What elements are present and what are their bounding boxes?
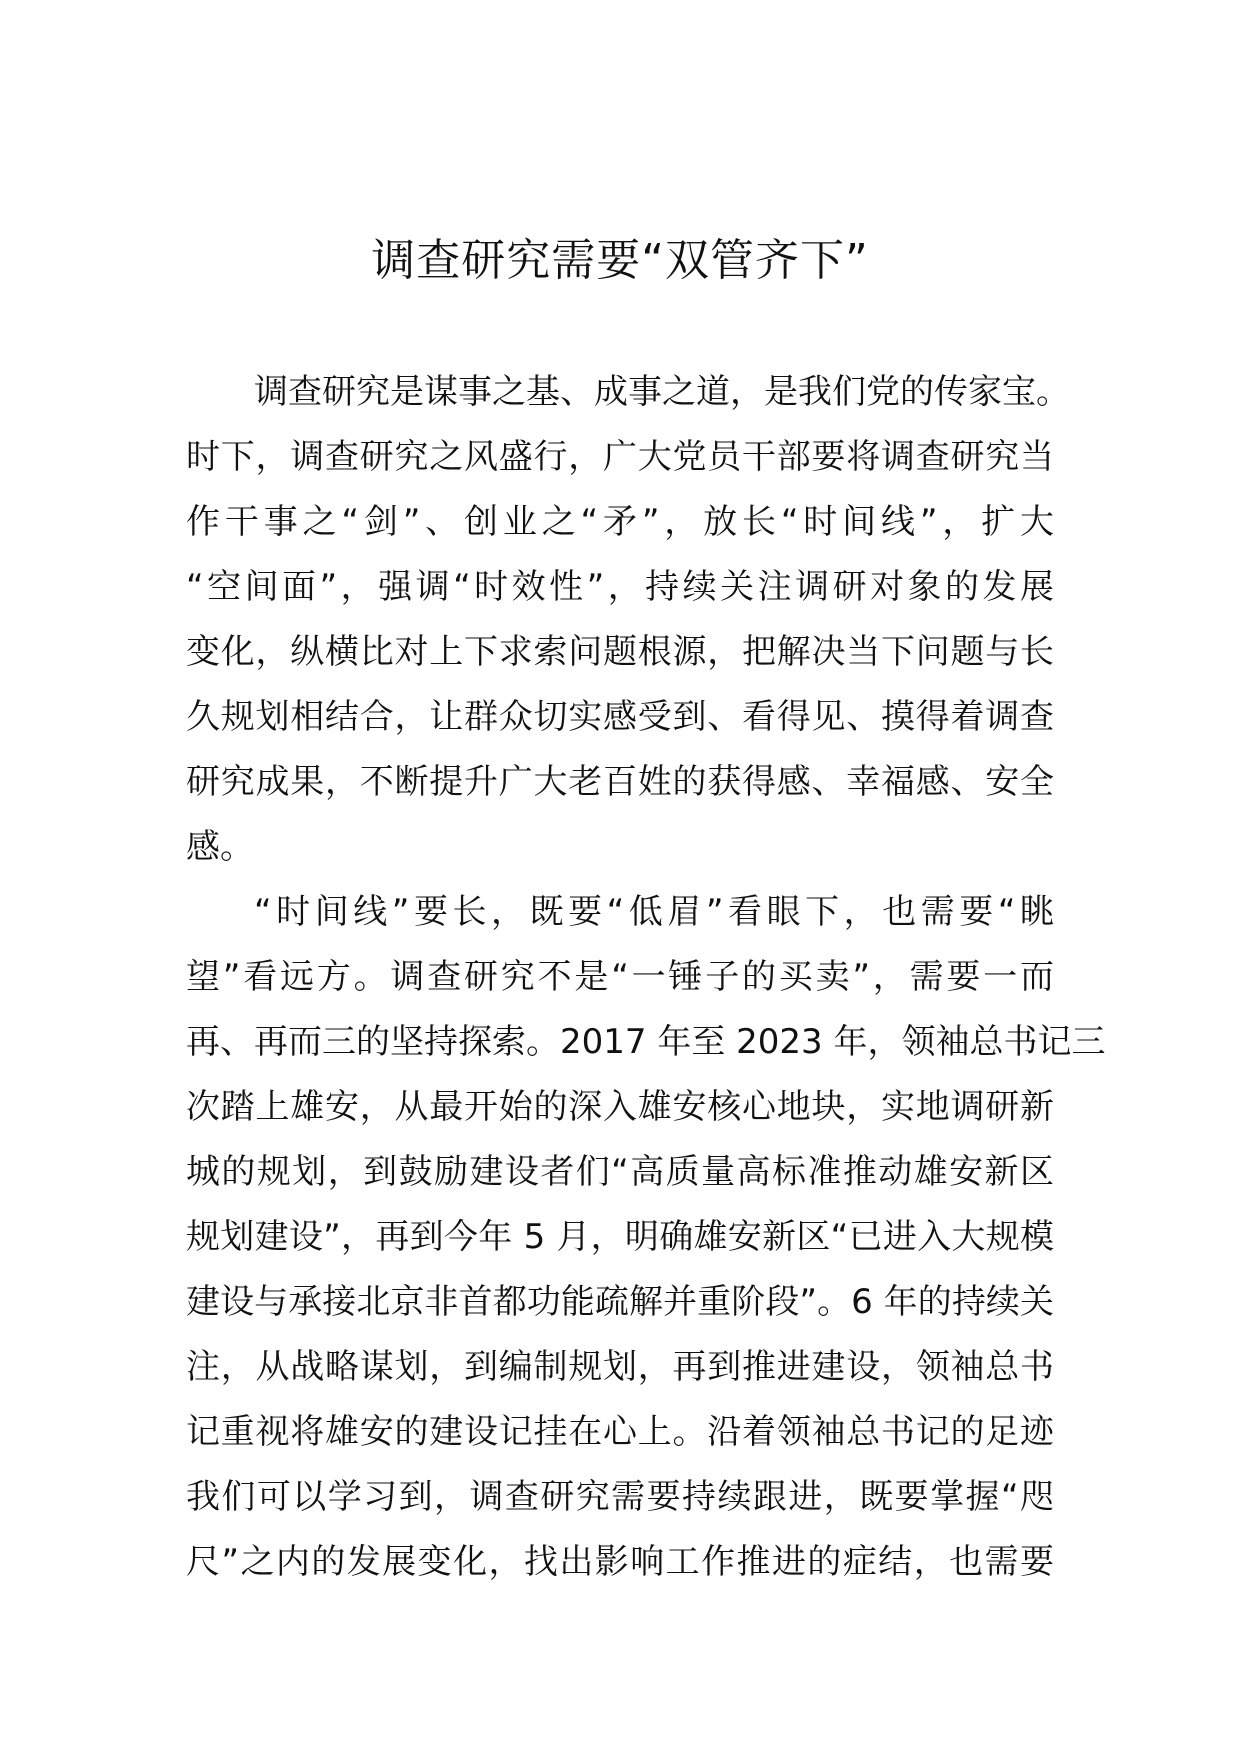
- text-line: 我们可以学习到，调查研究需要持续跟进，既要掌握“咫: [186, 1477, 1054, 1517]
- text-line: 记重视将雄安的建设记挂在心上。沿着领袖总书记的足迹: [186, 1412, 1054, 1452]
- text-line: 调查研究是谋事之基、成事之道，是我们党的传家宝。: [254, 372, 1070, 412]
- text-line: 时下，调查研究之风盛行，广大党员干部要将调查研究当: [186, 437, 1054, 477]
- text-line: 再、再而三的坚持探索。2017 年至 2023 年，领袖总书记三: [186, 1022, 1106, 1062]
- text-line: 作干事之“剑”、创业之“矛”，放长“时间线”，扩大: [186, 502, 1054, 542]
- text-line: “空间面”，强调“时效性”，持续关注调研对象的发展: [186, 567, 1054, 607]
- text-line: 感。: [186, 827, 254, 867]
- text-line: 研究成果，不断提升广大老百姓的获得感、幸福感、安全: [186, 762, 1054, 802]
- text-line: 规划建设”，再到今年 5 月，明确雄安新区“已进入大规模: [186, 1217, 1054, 1257]
- text-line: 变化，纵横比对上下求索问题根源，把解决当下问题与长: [186, 632, 1054, 672]
- text-line: 尺”之内的发展变化，找出影响工作推进的症结，也需要: [186, 1542, 1054, 1582]
- text-line: 建设与承接北京非首都功能疏解并重阶段”。6 年的持续关: [186, 1282, 1054, 1322]
- text-line: 次踏上雄安，从最开始的深入雄安核心地块，实地调研新: [186, 1087, 1054, 1127]
- text-line: 望”看远方。调查研究不是“一锤子的买卖”，需要一而: [186, 957, 1054, 997]
- document-body: [186, 360, 1106, 1595]
- text-line: 注，从战略谋划，到编制规划，再到推进建设，领袖总书: [186, 1347, 1054, 1387]
- text-line: 久规划相结合，让群众切实感受到、看得见、摸得着调查: [186, 697, 1054, 737]
- text-line: “时间线”要长，既要“低眉”看眼下，也需要“眺: [254, 892, 1054, 932]
- text-line: 城的规划，到鼓励建设者们“高质量高标准推动雄安新区: [186, 1152, 1054, 1192]
- document-title: 调查研究需要“双管齐下”: [371, 235, 869, 286]
